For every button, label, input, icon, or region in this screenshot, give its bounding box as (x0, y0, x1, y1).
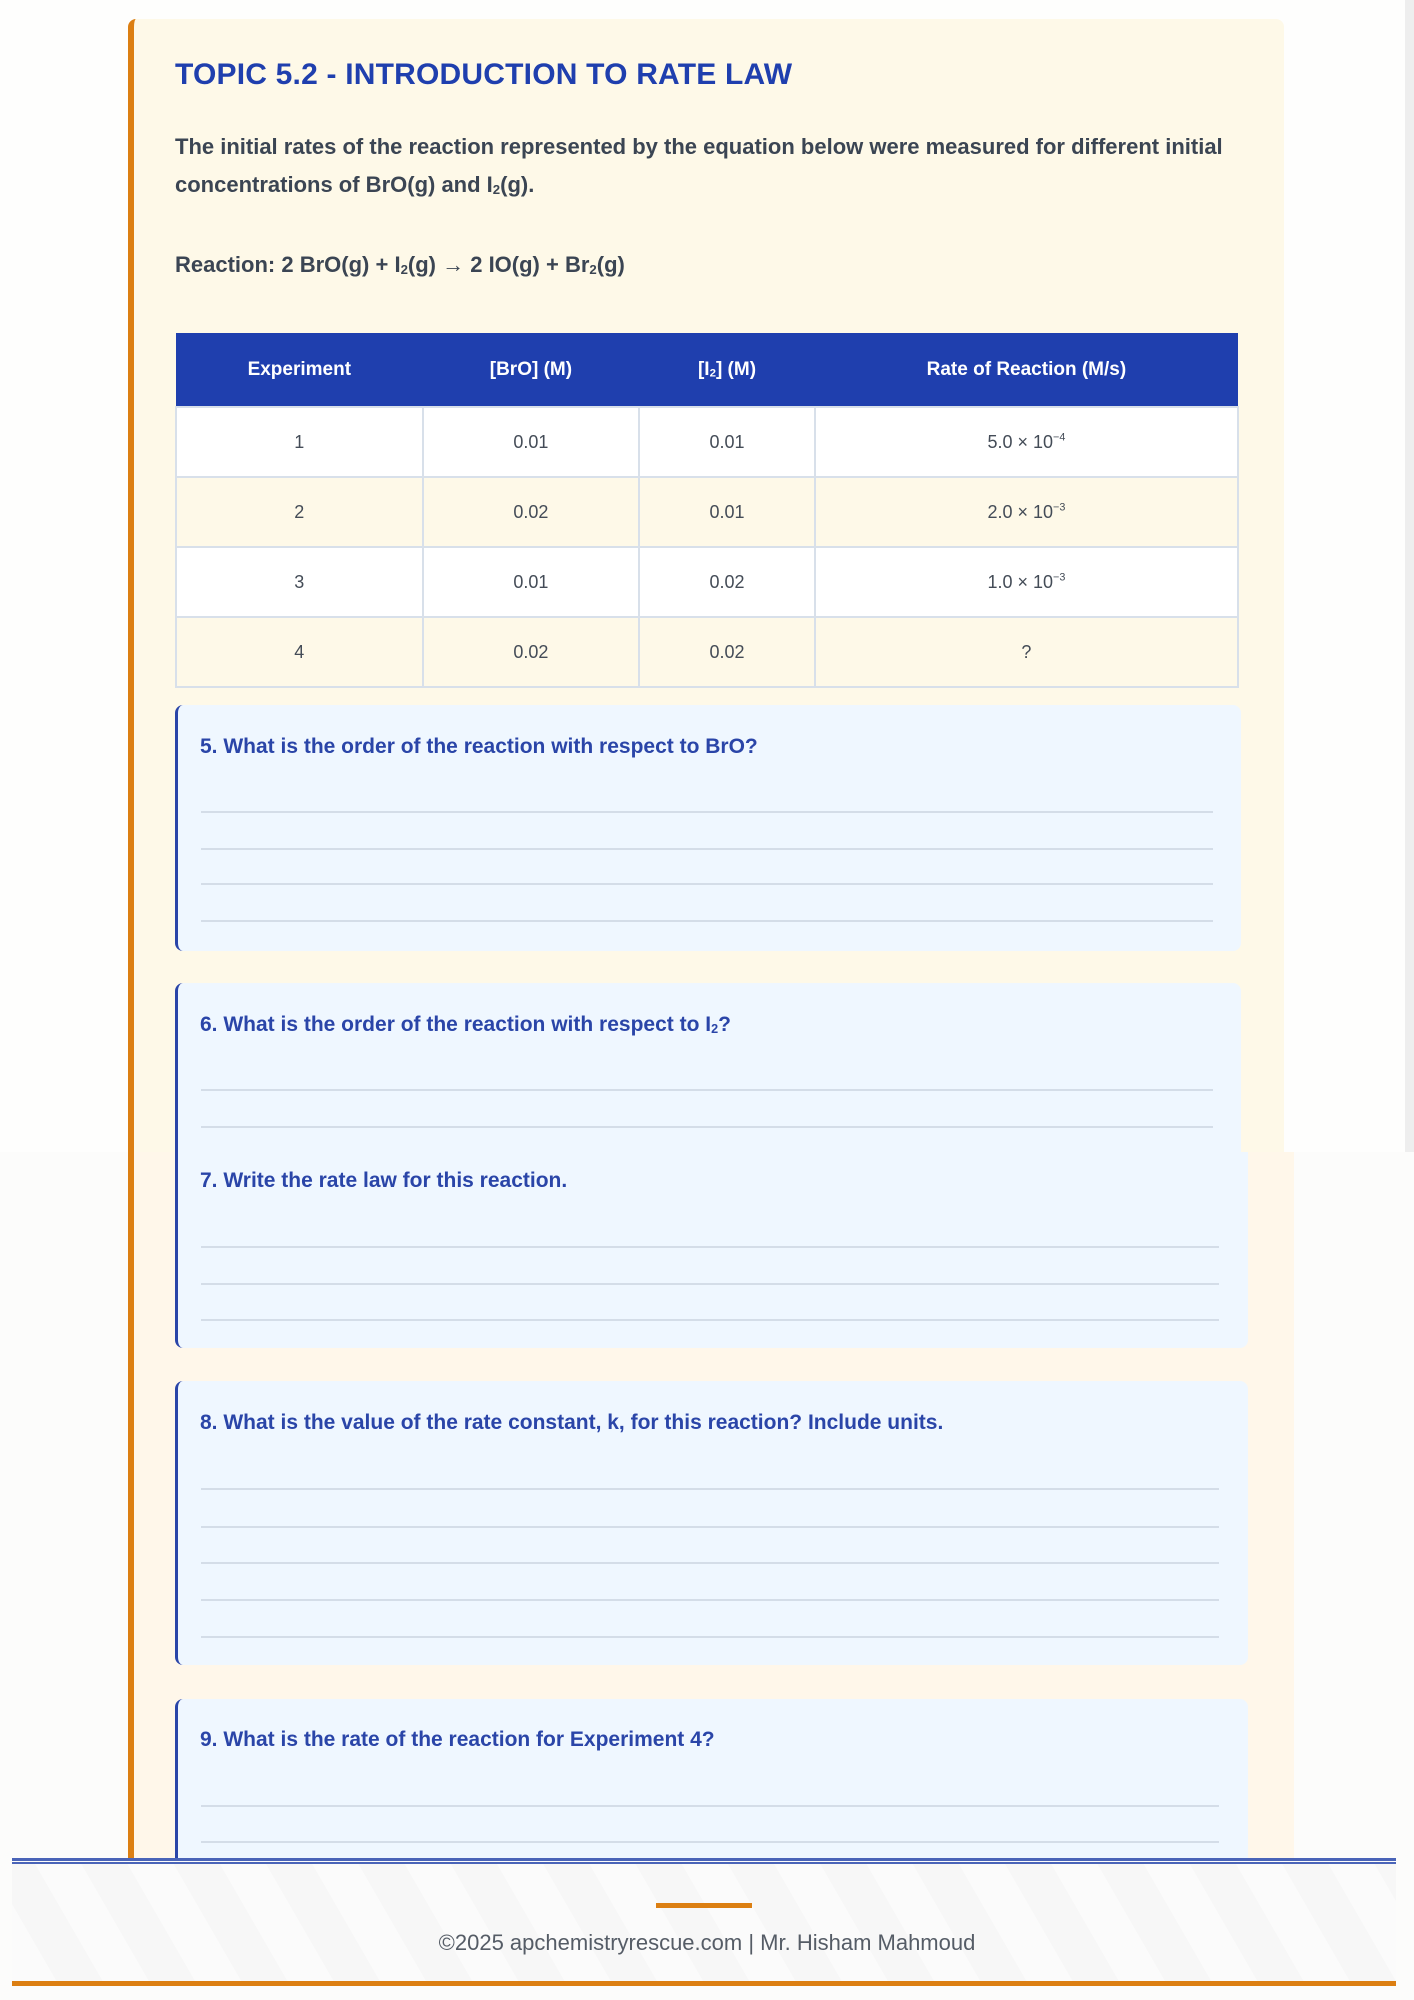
question-9-box (175, 1699, 1248, 1860)
cell-experiment: 2 (176, 477, 423, 547)
footer-accent-bar (656, 1903, 752, 1908)
reaction-reactants: 2 BrO(g) + I (281, 252, 401, 277)
question-6-text: 6. What is the order of the reaction with respect to $I_2$? (200, 1013, 731, 1036)
question-5-text: 5. What is the order of the reaction with respect to BrO? (200, 735, 758, 758)
answer-line[interactable] (201, 1805, 1219, 1807)
intro-paragraph (175, 128, 1235, 209)
table-row (176, 547, 1238, 617)
cell-rate: $5.0 \times 10^{-4}$ (815, 407, 1238, 477)
answer-line[interactable] (201, 811, 1213, 813)
answer-line[interactable] (201, 920, 1213, 922)
reaction-subscript: 2 (400, 261, 408, 277)
table-row (176, 477, 1238, 547)
column-header-bro: [BrO] (M) (423, 333, 640, 407)
answer-line[interactable] (201, 1319, 1219, 1321)
intro-text-end: (g). (500, 172, 535, 197)
question-9-text: 9. What is the rate of the reaction for Experiment 4? (200, 1728, 715, 1751)
question-8-text: 8. What is the value of the rate constant, k, for this reaction? Include units. (200, 1411, 944, 1434)
question-8-box (175, 1381, 1248, 1665)
answer-line[interactable] (201, 1841, 1219, 1843)
answer-line[interactable] (201, 848, 1213, 850)
cell-bro: 0.02 (423, 477, 640, 547)
column-header-experiment: Experiment (176, 333, 423, 407)
answer-line[interactable] (201, 1246, 1219, 1248)
intro-subscript: 2 (492, 181, 501, 197)
table-row (176, 617, 1238, 687)
page-title: TOPIC 5.2 - INTRODUCTION TO RATE LAW (175, 58, 793, 91)
answer-line[interactable] (201, 1126, 1213, 1128)
answer-line[interactable] (201, 1488, 1219, 1490)
footer-divider-top (12, 1858, 1396, 1864)
intro-text: The initial rates of the reaction represented by the equation below were measured for different initial concentrations of BrO(g) and I (175, 134, 1223, 197)
table-row (176, 407, 1238, 477)
cell-experiment: 4 (176, 617, 423, 687)
answer-line[interactable] (201, 1599, 1219, 1601)
reaction-products: (g) → 2 IO(g) + Br (407, 252, 590, 277)
answer-line[interactable] (201, 1283, 1219, 1285)
question-7-text: 7. Write the rate law for this reaction. (200, 1169, 568, 1192)
footer (12, 1864, 1396, 1984)
cell-rate: $1.0 \times 10^{-3}$ (815, 547, 1238, 617)
reaction-label: Reaction: (175, 252, 276, 277)
cell-i2: 0.02 (639, 547, 815, 617)
reaction-subscript: 2 (589, 261, 597, 277)
cell-rate: $2.0 \times 10^{-3}$ (815, 477, 1238, 547)
question-6-box (175, 983, 1241, 1153)
footer-divider-bottom (12, 1981, 1396, 1986)
reaction-equation (175, 252, 625, 278)
scrollbar[interactable] (1405, 0, 1414, 1152)
cell-i2: 0.01 (639, 477, 815, 547)
cell-bro: 0.01 (423, 407, 640, 477)
answer-line[interactable] (201, 1089, 1213, 1091)
table-header-row (176, 333, 1238, 407)
column-header-rate: Rate of Reaction (M/s) (815, 333, 1238, 407)
answer-line[interactable] (201, 1562, 1219, 1564)
cell-bro: 0.02 (423, 617, 640, 687)
cell-rate: ? (815, 617, 1238, 687)
cell-experiment: 1 (176, 407, 423, 477)
cell-experiment: 3 (176, 547, 423, 617)
answer-line[interactable] (201, 1526, 1219, 1528)
footer-copyright: ©2025 apchemistryrescue.com | Mr. Hisham Mahmoud (438, 1930, 976, 1955)
rate-data-table (175, 333, 1239, 688)
cell-i2: 0.01 (639, 407, 815, 477)
answer-line[interactable] (201, 1636, 1219, 1638)
column-header-i2: $[I_2]$ (M) (639, 333, 815, 407)
cell-bro: 0.01 (423, 547, 640, 617)
reaction-end: (g) (596, 252, 625, 277)
question-7-box (175, 1152, 1248, 1348)
cell-i2: 0.02 (639, 617, 815, 687)
answer-line[interactable] (201, 883, 1213, 885)
question-5-box (175, 705, 1241, 951)
